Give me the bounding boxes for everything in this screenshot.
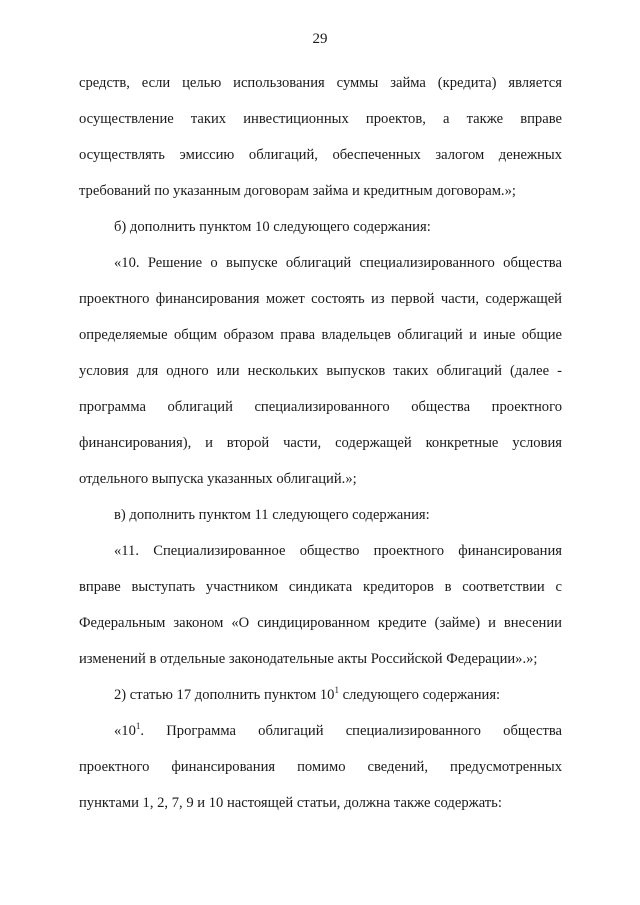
text-line: б) дополнить пунктом 10 следующего содержания: — [114, 219, 431, 235]
item-2-line — [114, 685, 562, 705]
text-line: осуществлять эмиссию облигаций, обеспеченных залогом денежных — [79, 147, 562, 163]
item-2-text-rest: следующего содержания: — [338, 687, 501, 703]
text-line: проектного финансирования может состоять из первой части, содержащей — [79, 291, 562, 307]
superscript: 1 — [334, 685, 339, 695]
text-line: Федеральным законом «О синдицированном кредите (займе) и внесении — [79, 615, 562, 631]
text-line: программа облигаций специализированного общества проектного — [79, 399, 562, 415]
text-line: финансирования), и второй части, содержащей конкретные условия — [79, 435, 562, 451]
text-line: проектного финансирования помимо сведений, предусмотренных — [79, 759, 562, 775]
text-line: вправе выступать участником синдиката кредиторов в соответствии с — [79, 579, 562, 595]
text-line: требований по указанным договорам займа и кредитным договорам.»; — [79, 183, 516, 199]
item-10-1-open: «10 — [114, 723, 136, 739]
text-line: пунктами 1, 2, 7, 9 и 10 настоящей статьи, должна также содержать: — [79, 795, 502, 811]
text-line: средств, если целью использования суммы займа (кредита) является — [79, 75, 562, 91]
item-10-1-rest: . Программа облигаций специализированного общества — [140, 723, 562, 739]
item-10-1-line — [114, 721, 562, 741]
page-number: 29 — [312, 31, 328, 47]
text-line: определяемые общим образом права владельцев облигаций и иные общие — [79, 327, 562, 343]
text-line: в) дополнить пунктом 11 следующего содержания: — [114, 507, 430, 523]
text-line: «10. Решение о выпуске облигаций специализированного общества — [114, 255, 562, 271]
text-line: изменений в отдельные законодательные акты Российской Федерации».»; — [79, 651, 538, 667]
text-line: условия для одного или нескольких выпусков таких облигаций (далее - — [79, 363, 562, 379]
text-line: «11. Специализированное общество проектного финансирования — [114, 543, 562, 559]
text-line: отдельного выпуска указанных облигаций.»; — [79, 471, 357, 487]
text-line: осуществление таких инвестиционных проектов, а также вправе — [79, 111, 562, 127]
item-2-text: 2) статью 17 дополнить пунктом 10 — [114, 687, 335, 703]
superscript: 1 — [135, 721, 141, 731]
